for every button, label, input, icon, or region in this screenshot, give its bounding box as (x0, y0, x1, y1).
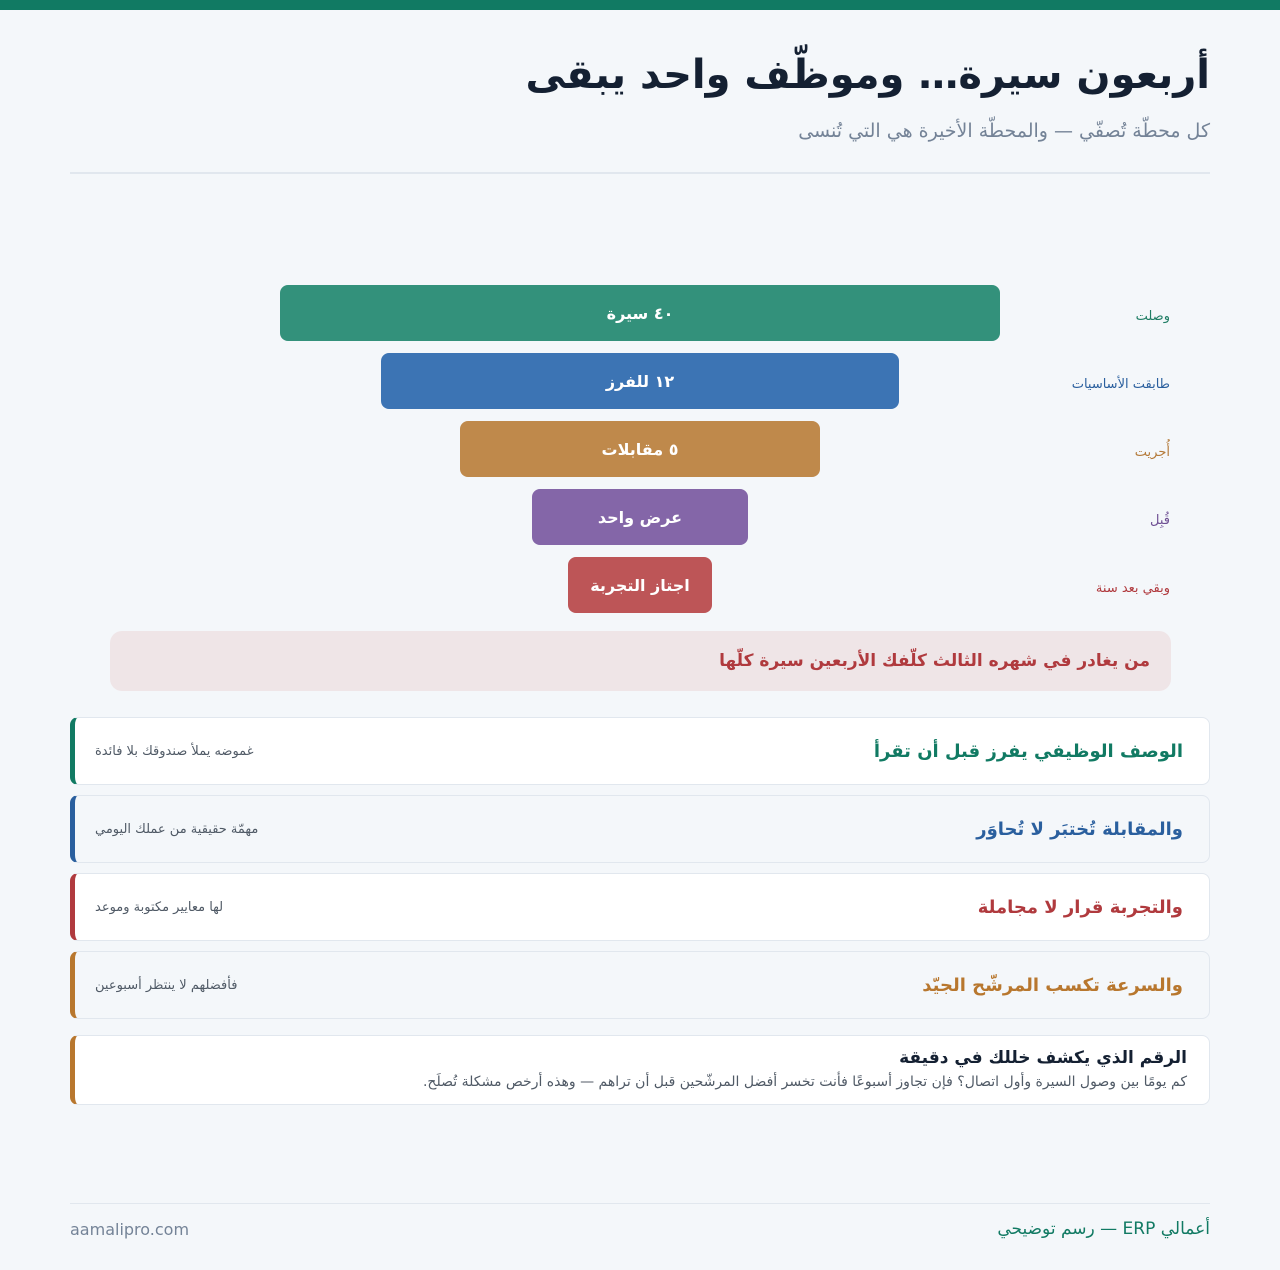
top-accent-bar (0, 0, 1280, 10)
principle-card-job-description (70, 717, 1210, 785)
metric-card (70, 1035, 1210, 1105)
stage-label-interviews: أُجريت (1134, 444, 1170, 460)
page-title: أربعون سيرة… وموظّف واحد يبقى (525, 52, 1210, 98)
funnel-bar-text: ١٢ للفرز (605, 371, 675, 391)
principle-title: والسرعة تكسب المرشّح الجيّد (922, 974, 1183, 996)
header-divider (70, 172, 1210, 174)
funnel-bar-text: اجتاز التجربة (590, 575, 690, 595)
funnel-bar-text: ٥ مقابلات (601, 439, 679, 459)
principle-title: والتجربة قرار لا مجاملة (977, 896, 1183, 918)
principle-card-probation (70, 873, 1210, 941)
funnel-bar-text: عرض واحد (597, 507, 683, 527)
footer-divider (70, 1203, 1210, 1204)
funnel-bar-screened (381, 353, 899, 409)
page-subtitle: كل محطّة تُصفّي — والمحطّة الأخيرة هي التي تُنسى (798, 120, 1210, 142)
funnel-bar-text: ٤٠ سيرة (606, 303, 674, 323)
funnel-bar-retained (568, 557, 712, 613)
stage-label-retained: وبقي بعد سنة (1095, 580, 1170, 596)
principle-note: مهمّة حقيقية من عملك اليومي (95, 821, 259, 837)
principle-note: لها معايير مكتوبة وموعد (95, 899, 224, 915)
funnel-warning (110, 631, 1171, 691)
principle-note: غموضه يملأ صندوقك بلا فائدة (95, 743, 254, 759)
stage-label-offer: قُبِل (1150, 512, 1170, 528)
metric-title: الرقم الذي يكشف خللك في دقيقة (899, 1048, 1187, 1068)
funnel-bar-interviews (460, 421, 820, 477)
principle-card-speed (70, 951, 1210, 1019)
footer-brand: أعمالي ERP — رسم توضيحي (997, 1219, 1210, 1239)
principle-note: فأفضلهم لا ينتظر أسبوعين (95, 977, 238, 993)
principle-card-interview (70, 795, 1210, 863)
funnel-bar-offer (532, 489, 748, 545)
stage-label-received: وصلت (1135, 308, 1170, 324)
footer-site-link[interactable]: aamalipro.com (70, 1220, 190, 1239)
stage-label-screened: طابقت الأساسيات (1071, 376, 1170, 392)
principle-title: الوصف الوظيفي يفرز قبل أن تقرأ (873, 740, 1183, 762)
funnel-bar-received (280, 285, 1000, 341)
funnel-warning-text: من يغادر في شهره الثالث كلّفك الأربعين سيرة كلّها (719, 651, 1150, 671)
metric-text: كم يومًا بين وصول السيرة وأول اتصال؟ فإن تجاوز أسبوعًا فأنت تخسر أفضل المرشّحين قبل أن تراهم — وهذه أرخص مشكلة تُصلَح. (422, 1074, 1187, 1090)
principle-title: والمقابلة تُختبَر لا تُحاوَر (976, 818, 1183, 840)
